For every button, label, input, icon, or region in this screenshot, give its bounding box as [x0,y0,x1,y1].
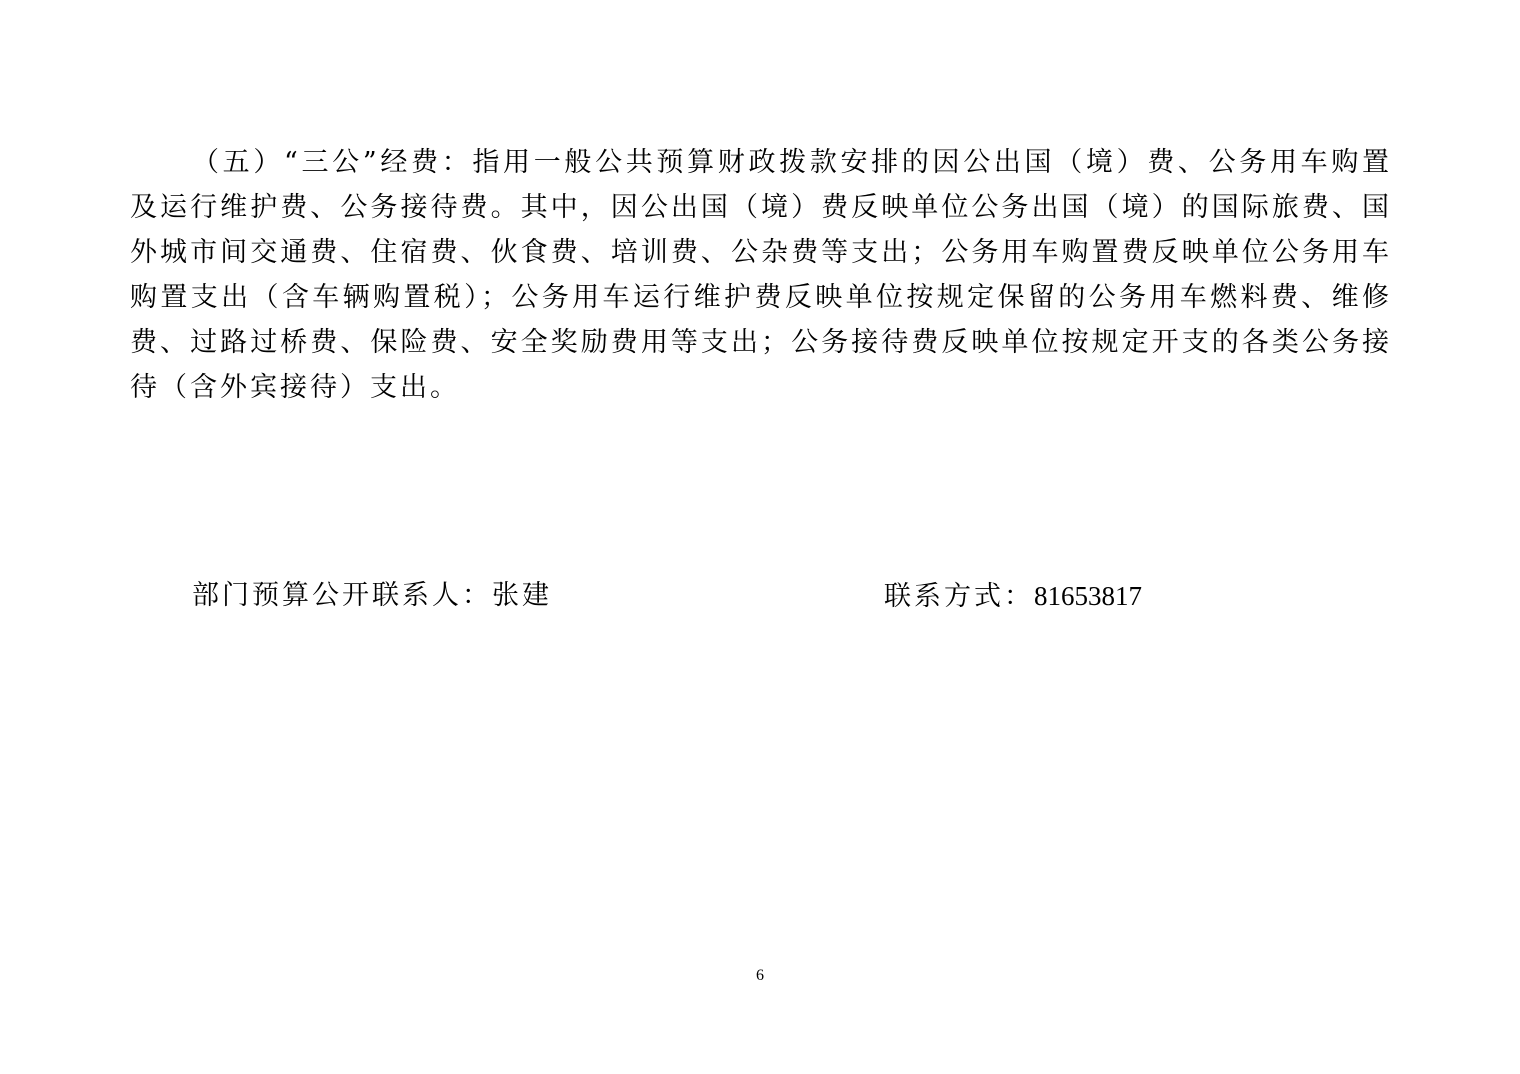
contact-row [0,572,1520,620]
contact-phone-label: 联系方式： [884,581,1034,612]
contact-phone-number: 81653817 [1034,581,1142,611]
contact-person-label: 部门预算公开联系人： [192,580,492,611]
contact-phone [884,572,1142,621]
contact-person-name: 张建 [492,580,552,611]
contact-person [192,572,552,620]
page-number: 6 [756,967,764,984]
three-public-expenses-paragraph: （五）“三公”经费：指用一般公共预算财政拨款安排的因公出国（境）费、公务用车购置及运行维护费、公务接待费。其中，因公出国（境）费反映单位公务出国（境）的国际旅费、国外城市间交通费、住宿费、伙食费、培训费、公杂费等支出；公务用车购置费反映单位公务用车购置支出（含车辆购置税）；公务用车运行维护费反映单位按规定保留的公务用车燃料费、维修费、过路过桥费、保险费、安全奖励费用等支出；公务接待费反映单位按规定开支的各类公务接待（含外宾接待）支出。 [130,147,1392,403]
